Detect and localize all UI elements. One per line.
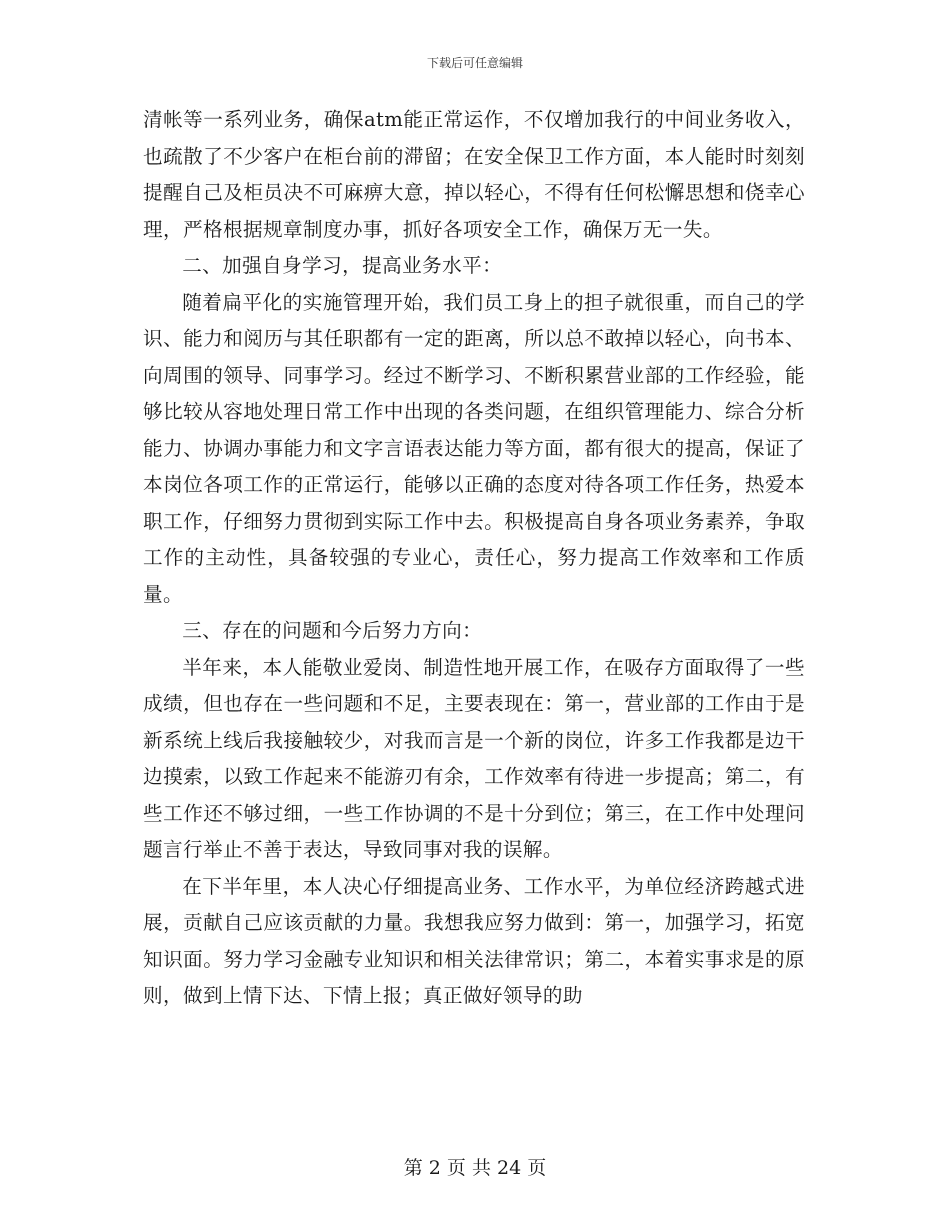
section-heading-2: 二、加强自身学习，提高业务水平： xyxy=(182,254,503,277)
page-number-footer: 第 2 页 共 24 页 xyxy=(403,1157,547,1179)
paragraph-plans: 在下半年里，本人决心仔细提高业务、工作水平，为单位经济跨越式进展，贡献自己应该贡献的力量。我想我应努力做到：第一，加强学习，拓宽知识面。努力学习金融专业知识和相关法律常识；第二，本着实事求是的原则，做到上情下达、下情上报；真正做好领导的助 xyxy=(143,874,805,1007)
paragraph-continuation: 清帐等一系列业务，确保atm能正常运作，不仅增加我行的中间业务收入，也疏散了不少客户在柜台前的滞留；在安全保卫工作方面，本人能时时刻刻提醒自己及柜员决不可麻痹大意，掉以轻心，不得有任何松懈思想和侥幸心理，严格根据规章制度办事，抓好各项安全工作，确保万无一失。 xyxy=(143,108,805,241)
paragraph-problems: 半年来，本人能敬业爱岗、制造性地开展工作，在吸存方面取得了一些成绩，但也存在一些问题和不足，主要表现在：第一，营业部的工作由于是新系统上线后我接触较少，对我而言是一个新的岗位，许多工作我都是边干边摸索，以致工作起来不能游刃有余，工作效率有待进一步提高；第二，有些工作还不够过细，一些工作协调的不是十分到位；第三，在工作中处理问题言行举止不善于表达，导致同事对我的误解。 xyxy=(143,655,805,861)
document-body xyxy=(143,102,805,1015)
section-heading-3: 三、存在的问题和今后努力方向： xyxy=(182,619,483,642)
page-header-note: 下载后可任意编辑 xyxy=(426,56,523,70)
paragraph-study: 随着扁平化的实施管理开始，我们员工身上的担子就很重，而自己的学识、能力和阅历与其任职都有一定的距离，所以总不敢掉以轻心，向书本、向周围的领导、同事学习。经过不断学习、不断积累营业部的工作经验，能够比较从容地处理日常工作中出现的各类问题，在组织管理能力、综合分析能力、协调办事能力和文字言语表达能力等方面，都有很大的提高，保证了本岗位各项工作的正常运行，能够以正确的态度对待各项工作任务，热爱本职工作，仔细努力贯彻到实际工作中去。积极提高自身各项业务素养，争取工作的主动性，具备较强的专业心，责任心，努力提高工作效率和工作质量。 xyxy=(143,290,805,606)
